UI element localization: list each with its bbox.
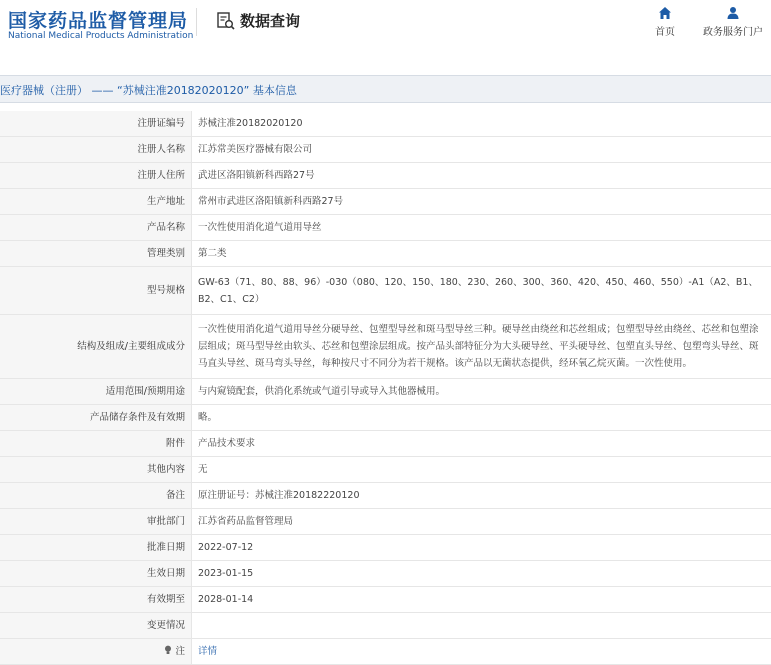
field-label: 批准日期 <box>0 535 192 561</box>
field-value-cell <box>192 639 771 665</box>
nav-home-label: 首页 <box>655 27 675 38</box>
table-row <box>0 405 771 431</box>
field-label: 变更情况 <box>0 613 192 639</box>
table-row <box>0 241 771 267</box>
field-label: 型号规格 <box>0 267 192 315</box>
table-row <box>0 509 771 535</box>
note-label-cell <box>0 639 192 665</box>
field-value: 原注册证号：苏械注准20182220120 <box>192 483 771 509</box>
data-query-block[interactable] <box>216 10 300 31</box>
table-row <box>0 379 771 405</box>
site-header <box>0 0 771 62</box>
field-value: 与内窥镜配套，供消化系统或气道引导或导入其他器械用。 <box>192 379 771 405</box>
field-label: 产品名称 <box>0 215 192 241</box>
field-value: 2023-01-15 <box>192 561 771 587</box>
nav-gov-service-portal[interactable] <box>700 6 766 38</box>
user-icon <box>700 6 766 20</box>
bulb-icon <box>164 646 175 657</box>
data-query-title: 数据查询 <box>240 10 300 31</box>
field-value: 苏械注准20182020120 <box>192 111 771 137</box>
details-link[interactable]: 详情 <box>198 646 217 657</box>
field-value: 江苏常美医疗器械有限公司 <box>192 137 771 163</box>
field-label: 生产地址 <box>0 189 192 215</box>
field-value: 一次性使用消化道气道用导丝分硬导丝、包塑型导丝和斑马型导丝三种。硬导丝由绕丝和芯丝组成；包塑型导丝由绕丝、芯丝和包塑涂层组成；斑马型导丝由软头、芯丝和包塑涂层组成。按产品头部特征分为大头硬导丝、平头硬导丝、包塑直头导丝、包塑弯头导丝、斑马直头导丝、斑马弯头导丝，每种按尺寸不同分为若干规格。该产品以无菌状态提供，经环氧乙烷灭菌。一次性使用。 <box>192 315 771 379</box>
field-label: 其他内容 <box>0 457 192 483</box>
field-value: 第二类 <box>192 241 771 267</box>
field-label: 注册人住所 <box>0 163 192 189</box>
search-document-icon <box>216 11 236 31</box>
table-row <box>0 457 771 483</box>
field-value: 常州市武进区洛阳镇新科西路27号 <box>192 189 771 215</box>
field-value: 产品技术要求 <box>192 431 771 457</box>
record-title-bar <box>0 75 771 103</box>
header-divider <box>196 8 197 36</box>
table-row <box>0 613 771 639</box>
field-value <box>192 613 771 639</box>
table-row <box>0 163 771 189</box>
field-label: 管理类别 <box>0 241 192 267</box>
table-row <box>0 561 771 587</box>
field-label: 注 <box>175 646 185 657</box>
field-label: 注册人名称 <box>0 137 192 163</box>
table-row <box>0 215 771 241</box>
nav-gov-label: 政务服务门户 <box>703 27 763 38</box>
table-row <box>0 267 771 315</box>
field-value: 略。 <box>192 405 771 431</box>
site-logo-subtitle: National Medical Products Administration <box>8 31 193 41</box>
field-value: 2028-01-14 <box>192 587 771 613</box>
table-row <box>0 111 771 137</box>
table-row <box>0 535 771 561</box>
table-row <box>0 431 771 457</box>
site-logo-title[interactable]: 国家药品监督管理局 <box>8 6 188 33</box>
field-label: 有效期至 <box>0 587 192 613</box>
field-value: 无 <box>192 457 771 483</box>
field-label: 附件 <box>0 431 192 457</box>
field-value: 江苏省药品监督管理局 <box>192 509 771 535</box>
field-value: GW-63（71、80、88、96）-030（080、120、150、180、230、260、300、360、420、450、460、550）-A1（A2、B1、B2、C1、C2） <box>192 267 771 315</box>
field-label: 适用范围/预期用途 <box>0 379 192 405</box>
table-row <box>0 137 771 163</box>
field-label: 产品储存条件及有效期 <box>0 405 192 431</box>
field-value: 2022-07-12 <box>192 535 771 561</box>
field-label: 结构及组成/主要组成成分 <box>0 315 192 379</box>
field-label: 注册证编号 <box>0 111 192 137</box>
field-label: 生效日期 <box>0 561 192 587</box>
field-label: 审批部门 <box>0 509 192 535</box>
table-row <box>0 587 771 613</box>
field-value: 武进区洛阳镇新科西路27号 <box>192 163 771 189</box>
table-row <box>0 639 771 665</box>
table-row <box>0 483 771 509</box>
field-label: 备注 <box>0 483 192 509</box>
table-row <box>0 189 771 215</box>
table-row <box>0 315 771 379</box>
home-icon <box>650 6 680 20</box>
record-title: 医疗器械（注册） —— “苏械注准20182020120” 基本信息 <box>0 82 297 98</box>
basic-info-table <box>0 111 771 665</box>
field-value: 一次性使用消化道气道用导丝 <box>192 215 771 241</box>
nav-home[interactable] <box>650 6 680 38</box>
